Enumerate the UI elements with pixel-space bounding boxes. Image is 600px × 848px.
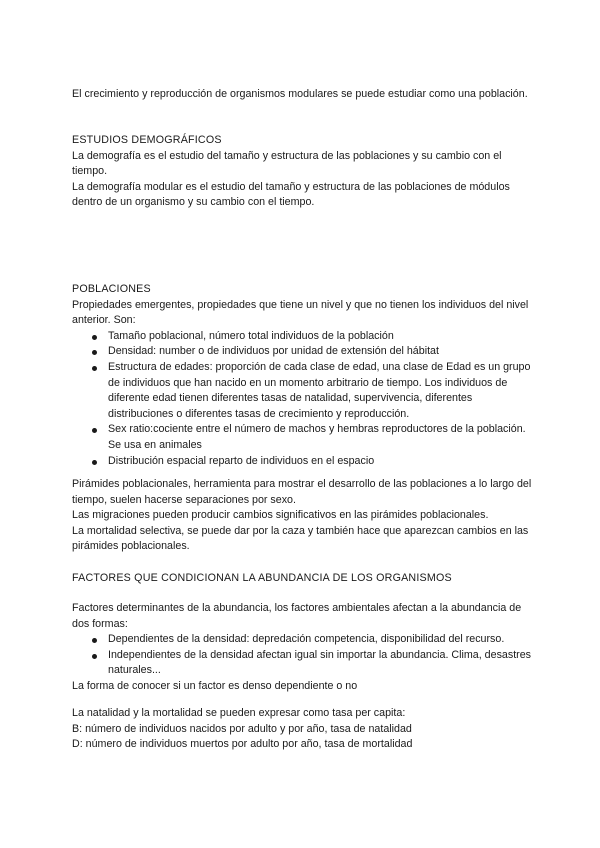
estudios-paragraph-1: La demografía es el estudio del tamaño y estructura de las poblaciones y su cambio con el tiempo. bbox=[72, 149, 502, 178]
poblaciones-intro: Propiedades emergentes, propiedades que tiene un nivel y que no tienen los individuos del nivel anterior. Son: bbox=[72, 298, 529, 327]
section-tasas bbox=[72, 706, 532, 753]
factores-paragraph-2: La natalidad y la mortalidad se pueden expresar como tasa per capita: bbox=[72, 707, 406, 719]
factores-paragraph-4: D: número de individuos muertos por adulto por año, tasa de mortalidad bbox=[72, 738, 413, 751]
list-item: Tamaño poblacional, número total individuos de la población bbox=[72, 329, 532, 345]
section-factores bbox=[72, 601, 532, 695]
list-item: Distribución espacial reparto de individuos en el espacio bbox=[72, 454, 532, 470]
list-item: Estructura de edades: proporción de cada clase de edad, una clase de Edad es un grupo de individuos que han nacido en un momento arbitrario de tiempo. Los individuos de diferente edad tienen diferentes tasas de natalidad, supervivencia, diferentes distribuciones o diferentes tasas de crecimiento y reproducción. bbox=[72, 360, 532, 422]
list-item: Densidad: number o de individuos por unidad de extensión del hábitat bbox=[72, 344, 532, 360]
heading-estudios: ESTUDIOS DEMOGRÁFICOS bbox=[72, 134, 222, 146]
factores-paragraph-1: La forma de conocer si un factor es denso dependiente o no bbox=[72, 679, 358, 692]
heading-factores: FACTORES QUE CONDICIONAN LA ABUNDANCIA DE LOS ORGANISMOS bbox=[72, 572, 452, 584]
poblaciones-list bbox=[72, 329, 532, 469]
section-poblaciones bbox=[72, 282, 532, 469]
factores-paragraph-3: B: número de individuos nacidos por adulto y por año, tasa de natalidad bbox=[72, 722, 412, 735]
poblaciones-paragraph-1: Pirámides poblacionales, herramienta para mostrar el desarrollo de las poblaciones a lo largo del tiempo, suelen hacerse separaciones por sexo. bbox=[72, 478, 532, 506]
section-piramides bbox=[72, 477, 532, 555]
factores-list bbox=[72, 632, 532, 679]
factores-intro: Factores determinantes de la abundancia, los factores ambientales afectan a la abundancia de dos formas: bbox=[72, 602, 522, 630]
list-item: Sex ratio:cociente entre el número de machos y hembras reproductores de la población. Se usa en animales bbox=[72, 422, 532, 453]
list-item: Independientes de la densidad afectan igual sin importar la abundancia. Clima, desastres naturales... bbox=[72, 648, 532, 679]
poblaciones-paragraph-3: La mortalidad selectiva, se puede dar por la caza y también hace que aparezcan cambios en las pirámides poblacionales. bbox=[72, 524, 529, 553]
section-estudios bbox=[72, 133, 532, 211]
list-item: Dependientes de la densidad: depredación competencia, disponibilidad del recurso. bbox=[72, 632, 532, 648]
estudios-paragraph-2: La demografía modular es el estudio del tamaño y estructura de las poblaciones de módulos dentro de un organismo y su cambio con el tiempo. bbox=[72, 180, 510, 209]
heading-poblaciones: POBLACIONES bbox=[72, 283, 151, 295]
poblaciones-paragraph-2: Las migraciones pueden producir cambios significativos en las pirámides poblacionales. bbox=[72, 509, 489, 522]
intro-paragraph: El crecimiento y reproducción de organismos modulares se puede estudiar como una población. bbox=[72, 88, 528, 100]
